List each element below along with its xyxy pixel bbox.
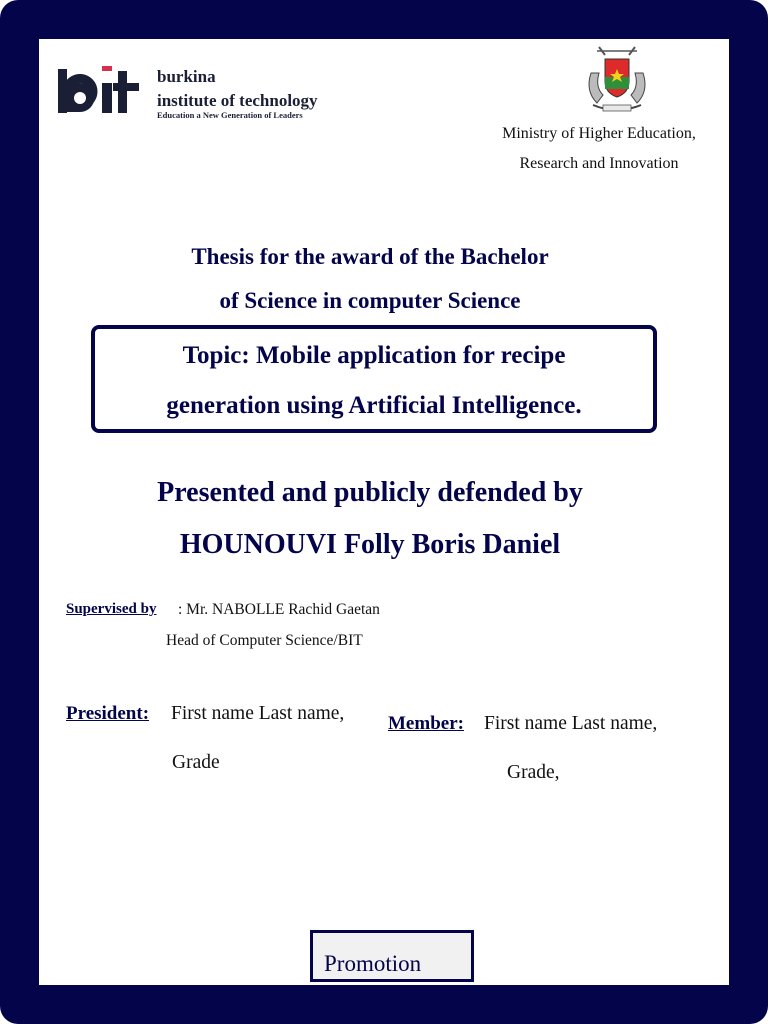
presented-by — [39, 467, 701, 571]
promotion-box — [310, 930, 474, 982]
topic-box — [91, 325, 657, 433]
president-grade: Grade — [172, 752, 220, 773]
president-name: First name Last name, — [171, 703, 345, 724]
supervisor-role: Head of Computer Science/BIT — [166, 632, 363, 649]
ministry-line2: Research and Innovation — [519, 155, 679, 172]
presented-line: Presented and publicly defended by — [157, 477, 583, 508]
cover-page — [39, 39, 729, 985]
author-name: HOUNOUVI Folly Boris Daniel — [179, 529, 561, 560]
thesis-line2: of Science in computer Science — [219, 288, 521, 313]
org-name-line2: institute of technology — [157, 91, 318, 110]
org-name — [157, 65, 318, 113]
supervisor-label: Supervised by — [66, 601, 157, 617]
coat-of-arms-icon — [583, 43, 651, 117]
org-name-line1: burkina — [157, 67, 216, 86]
member-grade: Grade, — [507, 762, 560, 783]
bit-logo-icon — [55, 61, 145, 119]
org-tagline: Education a New Generation of Leaders — [157, 110, 303, 120]
thesis-line1: Thesis for the award of the Bachelor — [191, 244, 549, 269]
promotion-label: Promotion — [324, 951, 422, 976]
member-name: First name Last name, — [484, 713, 658, 734]
topic-line1: Topic: Mobile application for recipe — [182, 342, 566, 369]
ministry-name — [479, 119, 719, 179]
thesis-title — [39, 235, 701, 323]
ministry-line1: Ministry of Higher Education, — [502, 125, 696, 142]
president-label: President: — [66, 703, 150, 724]
supervisor-name: : Mr. NABOLLE Rachid Gaetan — [178, 601, 380, 618]
member-label: Member: — [388, 713, 464, 734]
topic-text — [95, 331, 653, 431]
topic-line2: generation using Artificial Intelligence. — [166, 392, 582, 419]
